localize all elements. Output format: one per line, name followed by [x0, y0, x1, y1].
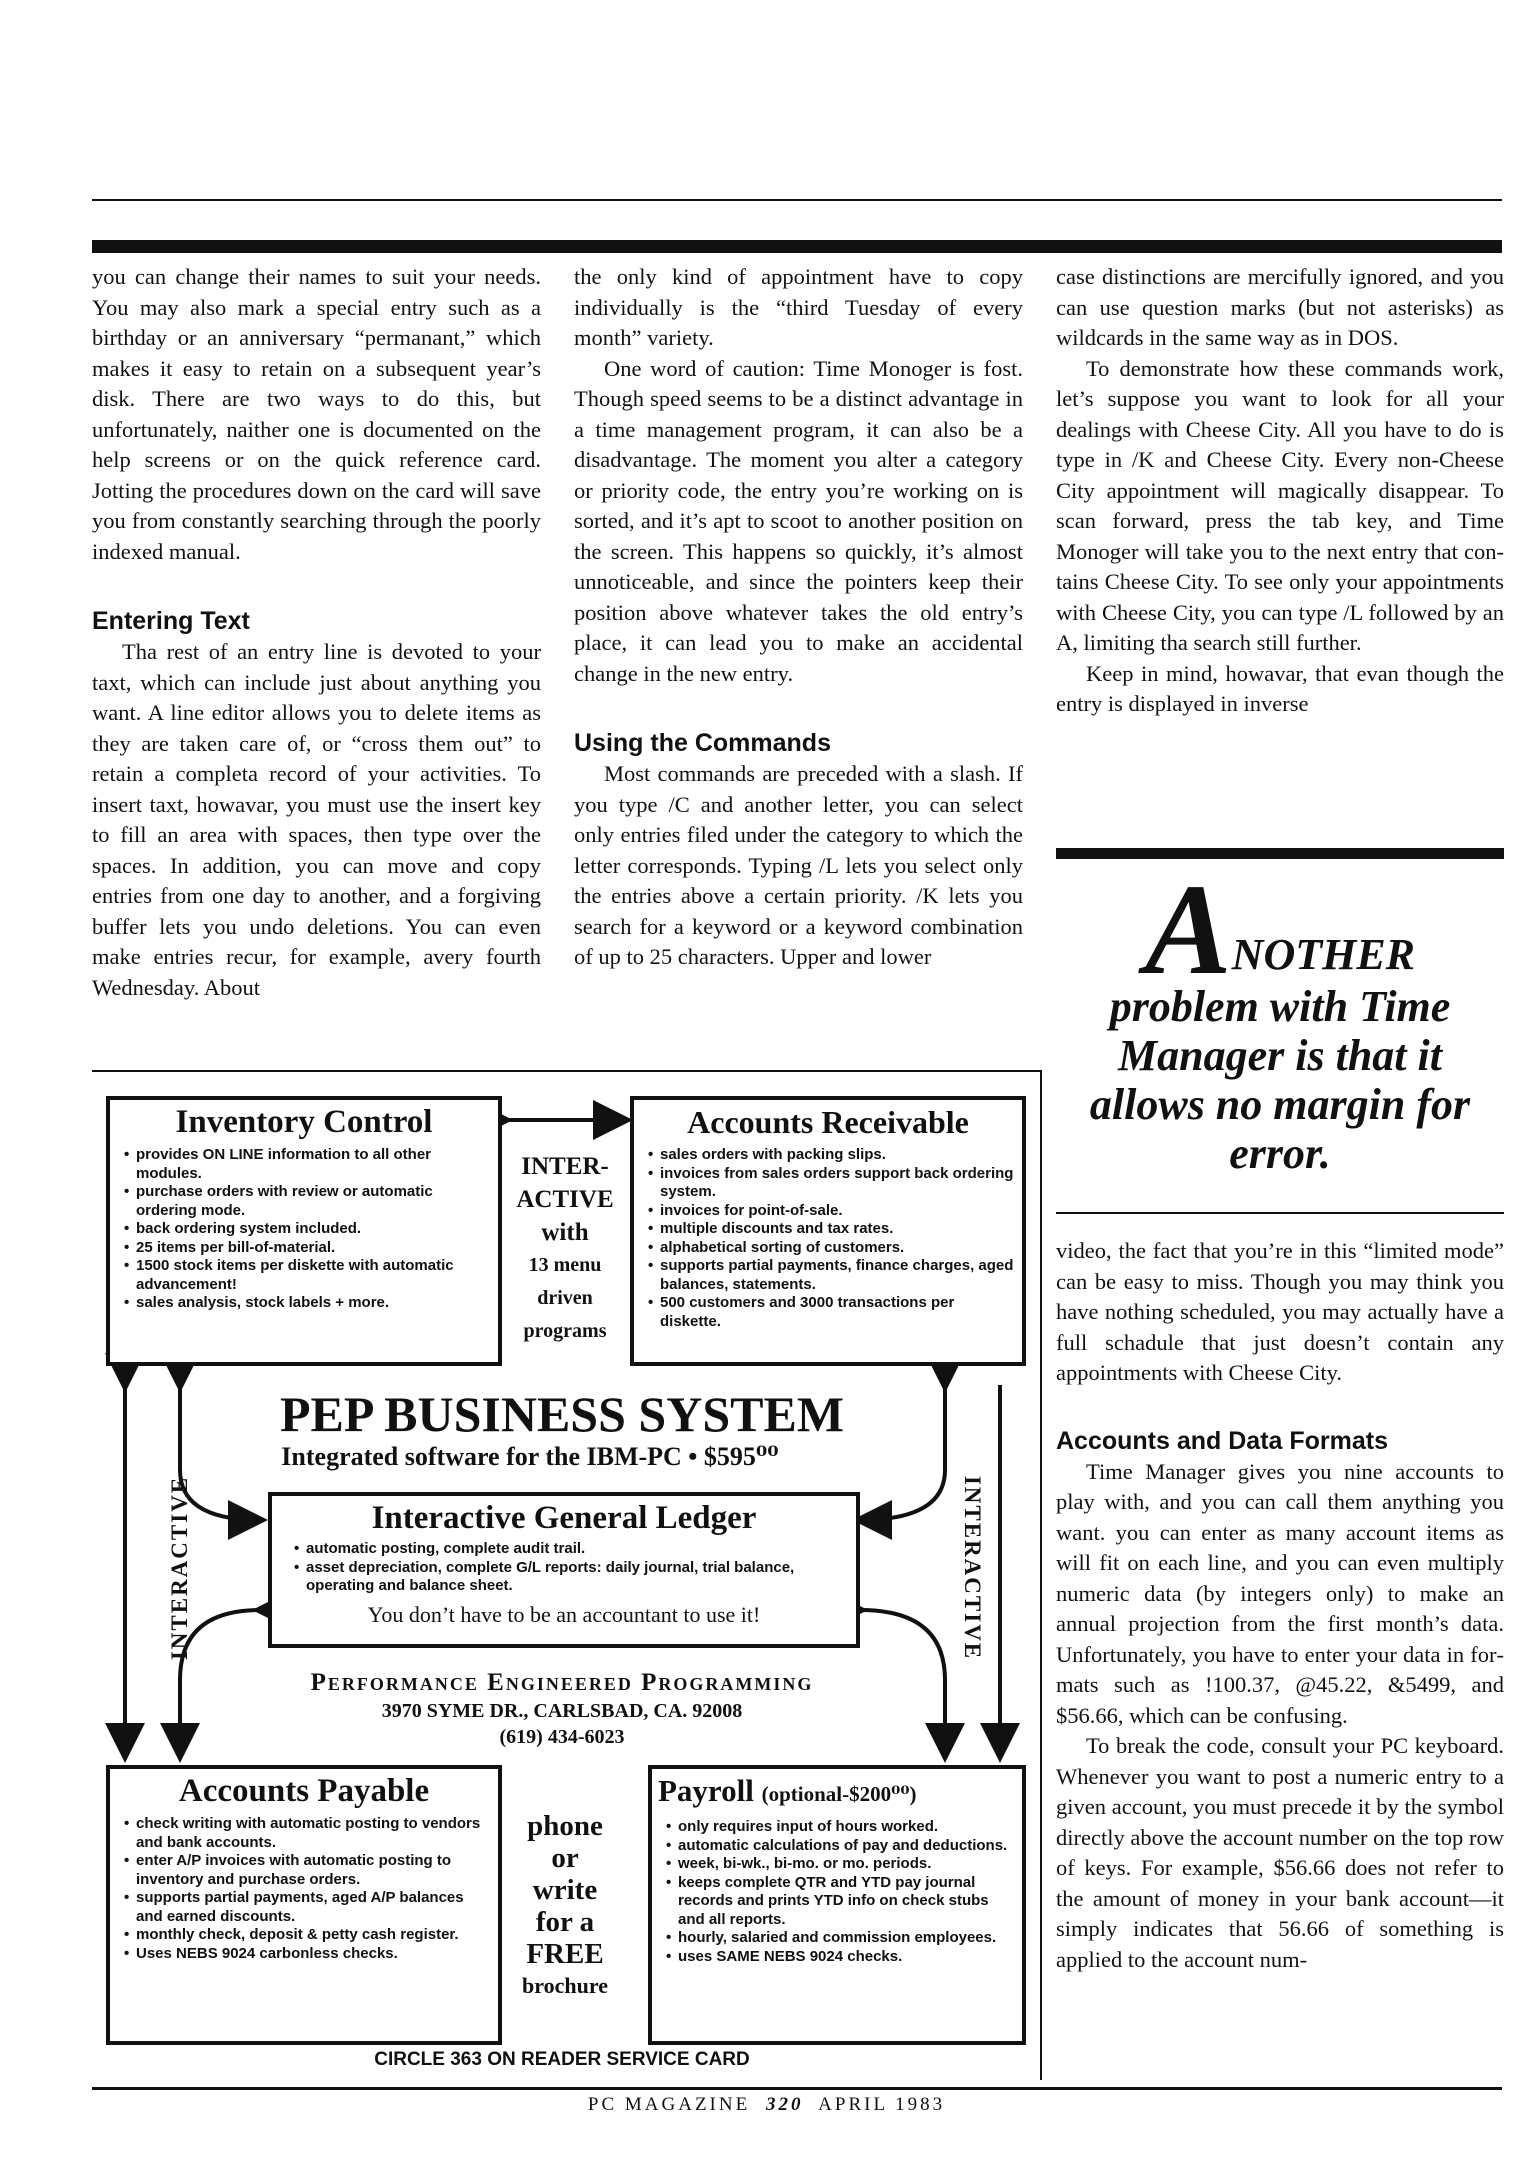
col2-paragraph-3: Most commands are preceded with a slash. If you type /C and another letter, you can select only entries filed under the category to which the letter corresponds. Typing /L lets you select only the entries above a certain priority. /K lets you search for a keyword or a keyword combination of up to 25 characters. Upper and lower — [574, 761, 1023, 969]
payable-item: • Uses NEBS 9024 carbonless checks. — [126, 1945, 490, 1964]
col2-paragraph-1: the only kind of appointment have to copy individually is the “third Tuesday of every month” variety. — [574, 264, 1023, 350]
pullquote-dropcap: A — [1144, 858, 1232, 1002]
general-ledger-box — [268, 1492, 860, 1648]
footer-rule — [92, 2087, 1502, 2090]
payable-item: • monthly check, deposit & petty cash register. — [126, 1926, 490, 1945]
receivable-title: Accounts Receivable — [687, 1104, 969, 1140]
ledger-tagline: You don’t have to be an accountant to use it! — [367, 1601, 761, 1627]
col1-paragraph-2: Tha rest of an entry line is devoted to your taxt, which can include just about anything you want. A line editor allows you to delete items as they are taken care of, or “cross them out” to retain a completa record of your activities. To insert taxt, howavar, you must use the insert key to fill an area with spaces, then type over the spaces. In addition, you can move and copy entries from one day to another, and a forgiving buffer lets you undo deletions. You can even make entries recur, for example, avery fourth Wednesday. About — [92, 639, 541, 1000]
footer-magazine: PC MAGAZINE — [587, 2094, 751, 2115]
col3-paragraph-3: Keep in mind, howavar, that evan though the entry is displayed in inverse — [1056, 660, 1504, 716]
interactive-left-label: INTERACTIVE — [167, 1475, 192, 1661]
center-line: driven — [537, 1287, 593, 1309]
col3-paragraph-4: video, the fact that you’re in this “limited mode” can be easy to miss. Though you may think you have nothing scheduled, you may actually have a full schadule that just doesn’t contain any appointments with Cheese City. — [1056, 1238, 1504, 1385]
brochure-line: phone — [527, 1810, 603, 1842]
footer-date: APRIL 1983 — [818, 2094, 946, 2115]
receivable-item: • supports partial payments, finance charges, aged balances, statements. — [650, 1257, 1014, 1294]
interactive-right-label: INTERACTIVE — [960, 1475, 985, 1661]
col3-paragraph-1: case distinctions are mercifully ignored, and you can use question marks (but not asterisks) as wildcards in the same way as in DOS. — [1056, 264, 1504, 350]
brochure-line: for a — [535, 1906, 595, 1938]
brochure-line: FREE — [526, 1938, 604, 1970]
payable-title: Accounts Payable — [178, 1773, 430, 1809]
inventory-control-box — [106, 1096, 502, 1366]
payroll-heading — [652, 1773, 1022, 1812]
col1-paragraph-1: you can change their names to suit your needs. You may also mark a special entry such as a birthday or an anniversary “permanant,” which makes it easy to retain on a subsequent year’s disk. There are two ways to do this, but unfortunately, naither one is documented on the help screens or on the quick reference card. Jotting the procedures down on the card will save you from constantly searching through the poorly indexed manual. — [92, 264, 541, 564]
pullquote-text: problem with Time Manager is that it allows no margin for error. — [1089, 982, 1471, 1178]
company-name: Performance Engineered Programming — [310, 1669, 814, 1696]
brochure-line: or — [551, 1842, 579, 1874]
heading-entering-text: Entering Text — [92, 607, 250, 635]
center-line: with — [541, 1219, 589, 1246]
inventory-item: • provides ON LINE information to all other modules. — [126, 1146, 490, 1183]
ledger-item: • asset depreciation, complete G/L reports: daily journal, trial balance, operating and balance sheet. — [296, 1559, 848, 1596]
inventory-title: Inventory Control — [175, 1104, 433, 1140]
top-thin-rule — [92, 199, 1502, 201]
footer-page-number: 320 — [765, 2094, 804, 2115]
brochure-line: write — [532, 1874, 598, 1906]
receivable-item: • sales orders with packing slips. — [650, 1146, 1014, 1165]
payroll-item: • uses SAME NEBS 9024 checks. — [668, 1948, 1014, 1967]
pullquote-bottom-rule — [1056, 1212, 1504, 1214]
pullquote-top-rule — [1056, 848, 1504, 859]
col3-paragraph-5: Time Manager gives you nine accounts to play with, and you can call them anything you want. you can enter as many account items as will fit on each line, and you can even multiply numeric data (by integers only) to make an annual projection from the first month’s data. Unfortunately, you have to enter your data in formats such as !100.37, @45.22, &5499, and $56.66, which can be confusing. — [1056, 1458, 1504, 1728]
system-subtitle: Integrated software for the IBM-PC • $595⁰⁰ — [281, 1442, 779, 1471]
payable-item: • supports partial payments, aged A/P balances and earned discounts. — [126, 1889, 490, 1926]
ledger-item: • automatic posting, complete audit trail. — [296, 1540, 848, 1559]
brochure-text — [500, 1810, 630, 2002]
receivable-item: • multiple discounts and tax rates. — [650, 1220, 1014, 1239]
pullquote-first-word: NOTHER — [1231, 930, 1416, 979]
accounts-receivable-box — [630, 1096, 1026, 1366]
article-column-2 — [574, 262, 1023, 973]
receivable-item: • invoices from sales orders support back ordering system. — [650, 1165, 1014, 1202]
inventory-item: • 1500 stock items per diskette with automatic advancement! — [126, 1257, 490, 1294]
inventory-item: • purchase orders with review or automatic ordering mode. — [126, 1183, 490, 1220]
reader-service-line: CIRCLE 363 ON READER SERVICE CARD — [374, 2049, 750, 2070]
heading-accounts-data: Accounts and Data Formats — [1056, 1426, 1389, 1455]
pullquote — [1056, 858, 1504, 1178]
payroll-item: • keeps complete QTR and YTD pay journal records and prints YTD info on check stubs and all reports. — [668, 1874, 1014, 1930]
payable-item: • check writing with automatic posting to vendors and bank accounts. — [126, 1815, 490, 1852]
payroll-box — [648, 1765, 1026, 2045]
receivable-item: • 500 customers and 3000 transactions per diskette. — [650, 1294, 1014, 1331]
company-phone: (619) 434-6023 — [499, 1726, 625, 1748]
col3-paragraph-6: To break the code, consult your PC keyboard. Whenever you want to post a numeric entry to a given account, you must precede it by the symbol directly above the account number on the top row of keys. For example, $56.66 does not refer to the amount of money in your bank account—it simply indicates that 56.66 of something is applied to the account num- — [1056, 1733, 1504, 1972]
brochure-line: brochure — [522, 1973, 608, 1998]
article-column-3-top — [1056, 262, 1504, 720]
receivable-item: • alphabetical sorting of customers. — [650, 1239, 1014, 1258]
company-address: 3970 SYME DR., CARLSBAD, CA. 92008 — [381, 1700, 743, 1722]
payroll-item: • hourly, salaried and commission employees. — [668, 1929, 1014, 1948]
article-column-3-bottom — [1056, 1236, 1504, 1975]
payroll-price: (optional-$200⁰⁰) — [761, 1782, 917, 1806]
ledger-title: Interactive General Ledger — [371, 1500, 757, 1536]
payroll-item: • only requires input of hours worked. — [668, 1818, 1014, 1837]
col2-paragraph-2: One word of caution: Time Monoger is fost. Though speed seems to be a distinct advantage in a time management program, it can also be a disadvantage. The moment you alter a category or priority code, the entry you’re working on is sorted, and it’s apt to scoot to another position on the screen. This happens so quickly, it’s almost unnoticeable, and since the pointers keep their position above whatever takes the old entry’s place, it can lead you to make an accidental change in the new entry. — [574, 355, 1023, 686]
col3-paragraph-2: To demonstrate how these commands work, let’s suppose you want to look for all your dealings with Cheese City. All you have to do is type in /K and Cheese City. Every non-Cheese City appointment will magically disappear. To scan forward, press the tab key, and Time Monoger will take you to the next entry that contains Cheese City. To see only your appointments with Cheese City, you can type /L followed by an A, limiting tha search still further. — [1056, 355, 1504, 655]
system-title: PEP BUSINESS SYSTEM — [279, 1386, 845, 1442]
center-line: 13 menu — [528, 1254, 602, 1276]
center-line: ACTIVE — [516, 1186, 614, 1213]
article-column-1 — [92, 262, 541, 1003]
inventory-item: • back ordering system included. — [126, 1220, 490, 1239]
payroll-item: • automatic calculations of pay and deductions. — [668, 1837, 1014, 1856]
center-line: programs — [523, 1320, 607, 1342]
payroll-item: • week, bi-wk., bi-mo. or mo. periods. — [668, 1855, 1014, 1874]
heading-using-commands: Using the Commands — [574, 729, 831, 757]
accounts-payable-box — [106, 1765, 502, 2045]
page-footer — [0, 2094, 1533, 2116]
inventory-item: • 25 items per bill-of-material. — [126, 1239, 490, 1258]
receivable-item: • invoices for point-of-sale. — [650, 1202, 1014, 1221]
ad-top-rule — [92, 1070, 1040, 1072]
interactive-center-text — [500, 1150, 630, 1348]
top-thick-rule — [92, 240, 1502, 253]
inventory-item: • sales analysis, stock labels + more. — [126, 1294, 490, 1313]
payroll-title: Payroll — [658, 1773, 754, 1808]
center-line: INTER- — [521, 1153, 609, 1180]
payable-item: • enter A/P invoices with automatic posting to inventory and purchase orders. — [126, 1852, 490, 1889]
